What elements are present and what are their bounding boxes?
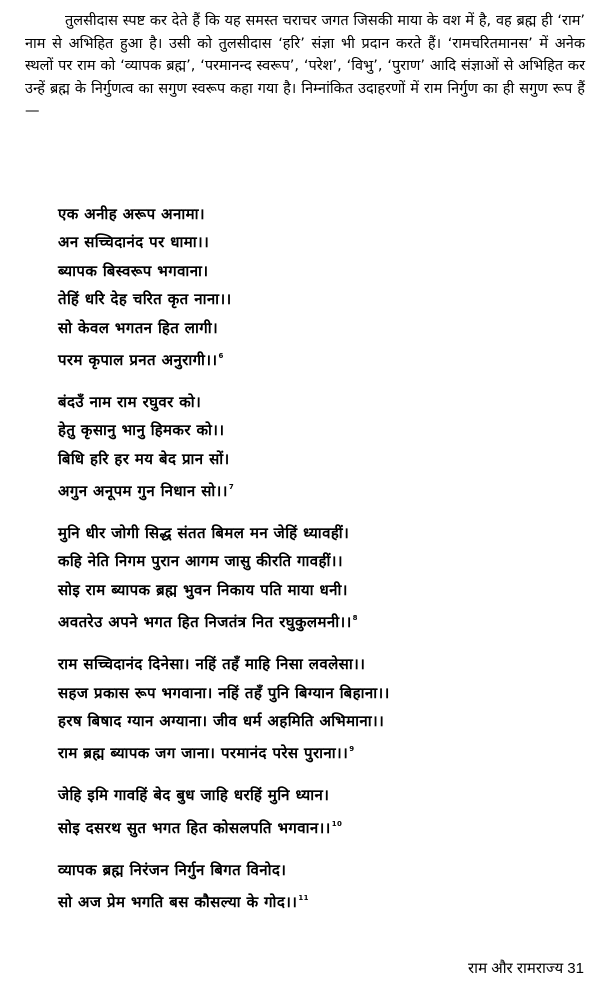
stanza <box>58 856 578 917</box>
verse-line-last <box>58 884 578 916</box>
page-footer: राम और रामराज्य 31 <box>468 960 584 977</box>
verse-line: बिधि हरि हर मय बेद प्रान सों। <box>58 449 230 468</box>
verse-line-text: सो अज प्रेम भगति बस कौसल्या के गोद।। <box>58 893 298 912</box>
verse-line: जेहि इमि गावहिं बेद बुध जाहि धरहिं मुनि ध्यान। <box>58 786 330 805</box>
verse-line: राम सच्चिदानंद दिनेसा। नहिं तहँ माहि निसा लवलेसा।। <box>58 655 366 674</box>
verse-line: सोइ राम ब्यापक ब्रह्म भुवन निकाय पति माया धनी। <box>58 580 348 599</box>
stanza <box>58 388 578 506</box>
verse-line-last <box>58 604 578 636</box>
footnote-ref: 10 <box>331 819 343 828</box>
verse-line: मुनि धीर जोगी सिद्ध संतत बिमल मन जेहिं ध्यावहीं। <box>58 524 350 543</box>
intro-paragraph <box>25 10 585 123</box>
footnote-ref: 7 <box>228 483 235 492</box>
verse-line-last <box>58 473 578 505</box>
verse-line: हरष बिषाद ग्यान अग्याना। जीव धर्म अहमिति अभिमाना।। <box>58 712 385 730</box>
verse-line-text: अवतरेउ अपने भगत हित निजतंत्र नित रघुकुलमनी।। <box>58 613 352 632</box>
verse-line: हेतु कृसानु भानु हिमकर को।। <box>58 421 225 440</box>
verse-section <box>58 200 578 930</box>
verse-line: कहि नेति निगम पुरान आगम जासु कीरति गावहीं।। <box>58 552 343 571</box>
verse-line-last <box>58 735 578 767</box>
verse-line-text: सोइ दसरथ सुत भगत हित कोसलपति भगवान।। <box>58 818 331 837</box>
verse-line-last <box>58 810 578 842</box>
verse-line: तेहिं धरि देह चरित कृत नाना।। <box>58 290 232 309</box>
footnote-ref: 8 <box>352 614 358 623</box>
verse-line: सहज प्रकास रूप भगवाना। नहिं तहँ पुनि बिग्यान बिहाना।। <box>58 683 390 702</box>
verse-line: ब्यापक बिस्वरूप भगवाना। <box>58 261 209 280</box>
verse-line: एक अनीह अरूप अनामा। <box>58 205 205 223</box>
verse-line-text: परम कृपाल प्रनत अनुरागी।। <box>58 351 218 370</box>
verse-line-text: राम ब्रह्म ब्यापक जग जाना। परमानंद परेस पुराना।। <box>58 744 349 763</box>
verse-line-last <box>58 342 578 374</box>
verse-line: अन सच्चिदानंद पर धामा।। <box>58 233 210 252</box>
verse-line: व्यापक ब्रह्म निरंजन निर्गुन बिगत विनोद। <box>58 860 287 879</box>
verse-line: बंदउँ नाम राम रघुवर को। <box>58 392 202 411</box>
footnote-ref: 6 <box>218 352 224 361</box>
verse-line: सो केवल भगतन हित लागी। <box>58 318 219 337</box>
footnote-ref: 9 <box>349 745 355 754</box>
stanza <box>58 781 578 842</box>
stanza <box>58 650 578 768</box>
stanza <box>58 519 578 637</box>
intro-text: तुलसीदास स्पष्ट कर देते हैं कि यह समस्त चराचर जगत जिसकी माया के वश में है, वह ब्रह्म ही ‘राम’ नाम से अभिहित हुआ है। उसी को तुलसीदास ‘हरि’ संज्ञा भी प्रदान करते हैं। ‘रामचरितमानस’ में अनेक स्थलों पर राम को ‘व्यापक ब्रह्म’, ‘परमानन्द स्वरूप’, ‘परेश’, ‘विभु’, ‘पुराण’ आदि संज्ञाओं से अभिहित कर उन्हें ब्रह्म के निर्गुणत्व का सगुण स्वरूप कहा गया है। निम्नांकित उदाहरणों में राम निर्गुण का ही सगुण रूप हैं— <box>25 13 585 119</box>
footnote-ref: 11 <box>298 894 309 903</box>
verse-line-text: अगुन अनूपम गुन निधान सो।। <box>58 482 228 501</box>
stanza <box>58 200 578 374</box>
